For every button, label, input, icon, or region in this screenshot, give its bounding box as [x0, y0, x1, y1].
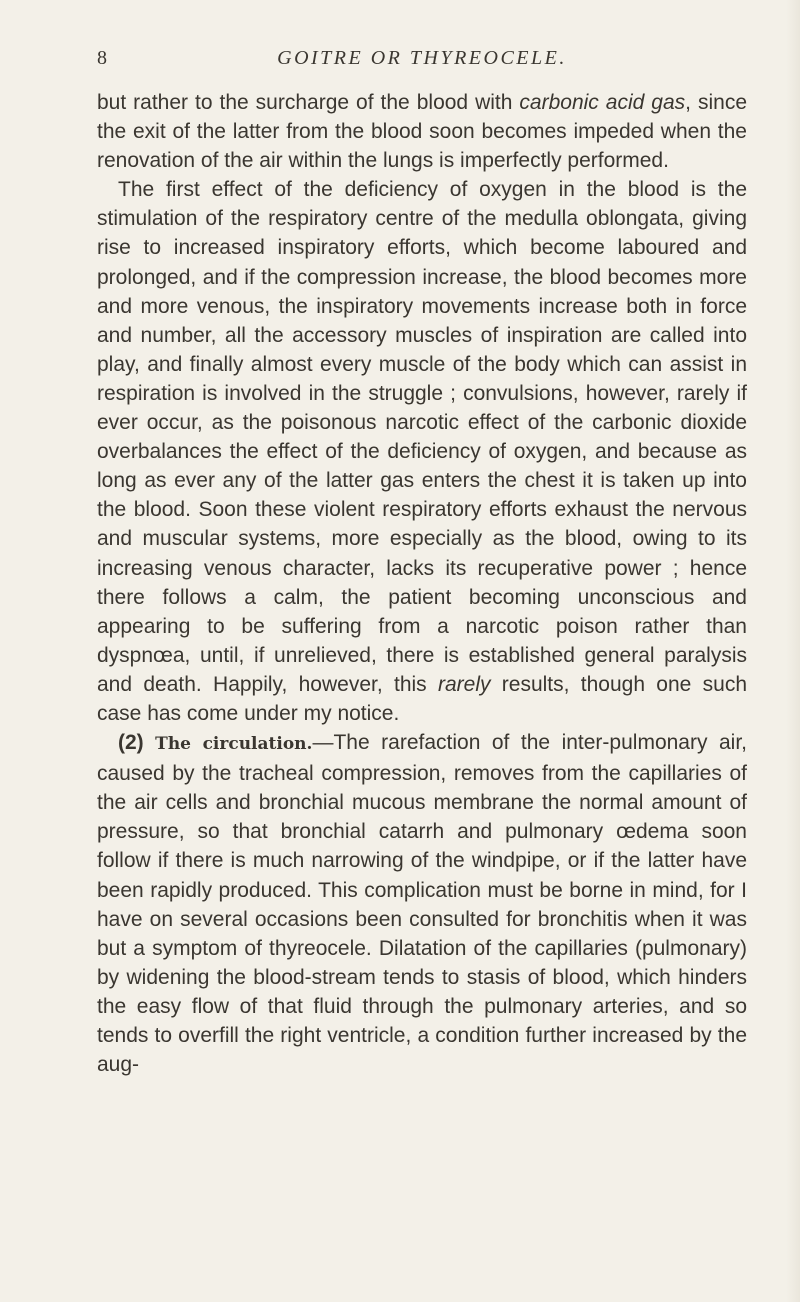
emphasis-rarely: rarely [437, 672, 491, 696]
paragraph-oxygen-deficiency: The first effect of the deficiency of oxygen in the blood is the stimulation of the respiratory centre of the medulla oblongata, giving rise to increased inspiratory efforts, which become laboured and prolonged, and if the compression increase, the blood becomes more and more venous, the inspiratory movements increase both in force and number, all the accessory muscles of inspiration are called into play, and finally almost every muscle of the body which can assist in respiration is involved in the struggle ; convulsions, however, rarely if ever occur, as the poisonous narcotic effect of the carbonic dioxide overbalances the effect of the deficiency of oxygen, and because as long as ever any of the latter gas enters the chest it is taken up into the blood. Soon these violent respiratory efforts exhaust the nervous and muscular systems, more especially as the blood, owing to its increasing venous character, lacks its recuperative power ; hence there follows a calm, the patient becoming unconscious and appearing to be suffering from a narcotic poison rather than dyspnœa, until, if unrelieved, there is established general paralysis and death. Happily, however, this rarely results, though one such case has come under my notice. [97, 178, 747, 725]
running-head: GOITRE OR THYREOCELE. [277, 47, 567, 69]
paragraph-continuation: but rather to the surcharge of the blood with carbonic acid gas, since the exit of the latter from the blood soon becomes impeded when the renovation of the air within the lungs is imperfectly performed. [97, 91, 747, 173]
emphasis-carbonic-acid-gas: carbonic acid gas [519, 91, 686, 114]
section-number: (2) [118, 731, 144, 755]
page-header [97, 47, 747, 77]
section-heading: The circulation. [155, 734, 313, 755]
page-edge [786, 0, 800, 1302]
body-text [97, 88, 747, 1079]
paragraph-circulation: (2) The circulation.—The rarefaction of the inter-pulmonary air, caused by the tracheal compression, removes from the capillaries of the air cells and bronchial mucous membrane the normal amount of pressure, so that bronchial catarrh and pulmonary œdema soon follow if there is much narrowing of the windpipe, or if the latter have been rapidly produced. This complication must be borne in mind, for I have on several occasions been consulted for bronchitis when it was but a symptom of thyreocele. Dilatation of the capillaries (pulmonary) by widening the blood-stream tends to stasis of blood, which hinders the easy flow of that fluid through the pulmonary arteries, and so tends to overfill the right ventricle, a condition further increased by the aug- [97, 731, 747, 1077]
page-number: 8 [97, 47, 107, 69]
